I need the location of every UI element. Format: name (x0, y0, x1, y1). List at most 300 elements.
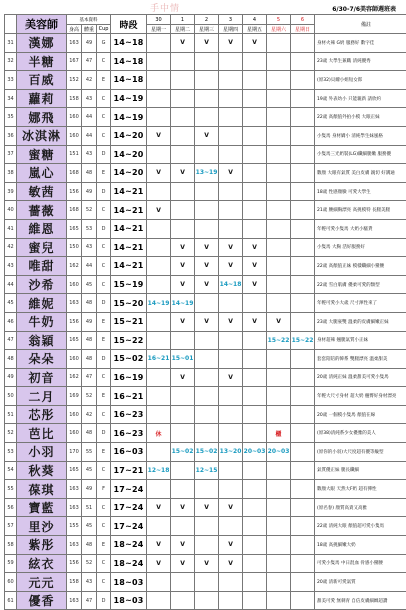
table-row (5, 350, 406, 369)
day-cell (147, 89, 171, 108)
row-number: 32 (5, 52, 17, 71)
day-cell (147, 312, 171, 331)
weight-cell: 49 (82, 182, 97, 201)
cup-cell: D (97, 591, 111, 610)
day-cell (243, 405, 267, 424)
note-cell: 19歲 外表幼小 只能親新 請欣約 (315, 89, 406, 108)
row-number: 53 (5, 443, 17, 462)
weekday-header: 星期四 (219, 25, 243, 34)
day-cell (195, 108, 219, 127)
day-cell (171, 573, 195, 592)
day-cell (267, 554, 291, 573)
day-cell: V (219, 34, 243, 53)
note-cell: 22歲 清純大眼 顏值超可愛小隻馬 (315, 517, 406, 536)
stylist-name: 牛奶 (17, 312, 67, 331)
period-cell: 15~21 (111, 312, 147, 331)
day-cell (267, 238, 291, 257)
date-header: 30 (147, 15, 171, 25)
day-cell (195, 219, 219, 238)
row-number: 61 (5, 591, 17, 610)
table-row (5, 257, 406, 276)
day-cell (147, 71, 171, 90)
cup-cell: C (97, 126, 111, 145)
height-cell: 162 (67, 257, 82, 276)
height-cell: 163 (67, 294, 82, 313)
period-cell: 14~19 (111, 89, 147, 108)
stylist-name: 秋葵 (17, 461, 67, 480)
table-row (5, 554, 406, 573)
day-cell: V (243, 312, 267, 331)
row-number: 60 (5, 573, 17, 592)
day-cell: V (243, 275, 267, 294)
day-cell (147, 480, 171, 499)
stylist-name: 葆琪 (17, 480, 67, 499)
day-cell (267, 145, 291, 164)
day-cell: 16~21 (147, 350, 171, 369)
stylist-name: 蘿莉 (17, 89, 67, 108)
height-cell: 156 (67, 554, 82, 573)
weekday-header: 星期六 (267, 25, 291, 34)
weight-cell: 52 (82, 387, 97, 406)
weight-cell: 48 (82, 536, 97, 555)
stylist-name: 蜜兒 (17, 238, 67, 257)
row-number: 57 (5, 517, 17, 536)
table-row (5, 461, 406, 480)
height-cell: 168 (67, 201, 82, 220)
table-row (5, 238, 406, 257)
day-cell (243, 89, 267, 108)
table-row (5, 591, 406, 610)
weekday-header: 星期二 (171, 25, 195, 34)
day-cell (219, 294, 243, 313)
day-cell (147, 238, 171, 257)
day-cell (195, 573, 219, 592)
day-cell (219, 405, 243, 424)
day-cell (171, 480, 195, 499)
day-cell (267, 52, 291, 71)
day-cell (243, 294, 267, 313)
day-cell (219, 517, 243, 536)
day-cell (195, 405, 219, 424)
day-cell: V (243, 238, 267, 257)
day-cell (243, 554, 267, 573)
day-cell: V (219, 368, 243, 387)
height-cell: 163 (67, 591, 82, 610)
cup-cell: C (97, 405, 111, 424)
day-cell (195, 591, 219, 610)
day-cell (291, 573, 315, 592)
day-cell (243, 368, 267, 387)
day-cell: 20~03 (243, 443, 267, 462)
day-cell (267, 164, 291, 183)
day-cell (195, 331, 219, 350)
table-row (5, 424, 406, 443)
stylist-name: 漢娜 (17, 34, 67, 53)
table-row (5, 536, 406, 555)
row-number: 46 (5, 312, 17, 331)
day-cell: V (171, 312, 195, 331)
day-cell (267, 498, 291, 517)
period-cell: 17~24 (111, 480, 147, 499)
day-cell (195, 368, 219, 387)
day-cell (291, 368, 315, 387)
day-cell: 12~15 (195, 461, 219, 480)
cup-cell: E (97, 536, 111, 555)
stylist-name: 芯彤 (17, 405, 67, 424)
stylist-name: 朵朵 (17, 350, 67, 369)
weight-cell: 48 (82, 164, 97, 183)
day-cell (171, 145, 195, 164)
table-row (5, 89, 406, 108)
row-number: 34 (5, 89, 17, 108)
height-cell: 155 (67, 517, 82, 536)
note-cell: 可愛小隻馬 中日混血 骨感小蠻腰 (315, 554, 406, 573)
cup-cell: E (97, 331, 111, 350)
weekday-header: 星期三 (195, 25, 219, 34)
day-cell (291, 89, 315, 108)
weight-cell: 43 (82, 89, 97, 108)
note-cell: (原你的小羽)大尺度超有優等級型 (315, 443, 406, 462)
row-number: 54 (5, 461, 17, 480)
day-cell (291, 71, 315, 90)
day-cell (219, 182, 243, 201)
note-cell: 年輕大尺寸身材 超大奶 翹臀好身材漂亮 (315, 387, 406, 406)
stylist-name: 唯甜 (17, 257, 67, 276)
cup-cell: E (97, 443, 111, 462)
note-cell: 22歲 雪白肌膚 優柔可愛的類型 (315, 275, 406, 294)
day-cell: V (147, 126, 171, 145)
period-cell: 14~18 (111, 52, 147, 71)
day-cell (267, 517, 291, 536)
period-cell: 14~21 (111, 182, 147, 201)
day-cell: V (171, 257, 195, 276)
weight-cell: 49 (82, 312, 97, 331)
schedule-table (4, 14, 406, 610)
stylist-name: 紫彤 (17, 536, 67, 555)
table-row (5, 201, 406, 220)
weight-cell: 42 (82, 71, 97, 90)
stylist-name: 娜飛 (17, 108, 67, 127)
stylist-name: 敏茜 (17, 182, 67, 201)
day-cell (195, 387, 219, 406)
height-cell: 160 (67, 424, 82, 443)
day-cell (219, 145, 243, 164)
day-cell (267, 275, 291, 294)
day-cell: 15~22 (291, 331, 315, 350)
height-cell: 165 (67, 461, 82, 480)
height-cell: 165 (67, 219, 82, 238)
row-number: 31 (5, 34, 17, 53)
day-cell: 14~18 (219, 275, 243, 294)
day-cell (267, 573, 291, 592)
weight-cell: 43 (82, 145, 97, 164)
day-cell (219, 126, 243, 145)
weight-cell: 44 (82, 257, 97, 276)
stylist-name: 翁穎 (17, 331, 67, 350)
cup-cell: G (97, 34, 111, 53)
stylist-name: 二月 (17, 387, 67, 406)
day-cell (219, 89, 243, 108)
note-cell: 年輕可愛小大歲 尺寸渾性來了 (315, 294, 406, 313)
cup-cell: C (97, 108, 111, 127)
height-cell: 163 (67, 480, 82, 499)
day-cell (243, 126, 267, 145)
row-number: 35 (5, 108, 17, 127)
schedule-title: 6/30-7/6美容師週班表 (332, 4, 396, 13)
stylist-name: 絃衣 (17, 554, 67, 573)
day-cell (267, 536, 291, 555)
day-cell (171, 219, 195, 238)
stylist-name: 薔薇 (17, 201, 67, 220)
cup-cell: D (97, 294, 111, 313)
stylist-name: 里沙 (17, 517, 67, 536)
note-cell: 20歲 清純正妹 溫柔甜美可愛小隻馬 (315, 368, 406, 387)
cup-cell: D (97, 219, 111, 238)
note-cell: 身材超辣 翹腿氣質小正妹 (315, 331, 406, 350)
period-cell: 14~19 (111, 108, 147, 127)
height-cell: 150 (67, 238, 82, 257)
note-cell: 18歲 高挑細嫩大奶 (315, 536, 406, 555)
title-bar (0, 0, 406, 14)
row-number: 36 (5, 126, 17, 145)
day-cell (243, 164, 267, 183)
day-cell: V (195, 238, 219, 257)
day-cell (267, 350, 291, 369)
weight-cell: 49 (82, 480, 97, 499)
cup-cell: C (97, 461, 111, 480)
day-cell (195, 71, 219, 90)
day-cell: V (195, 275, 219, 294)
day-cell: V (171, 164, 195, 183)
row-number: 55 (5, 480, 17, 499)
table-row (5, 126, 406, 145)
period-cell: 16~03 (111, 443, 147, 462)
day-cell (243, 517, 267, 536)
note-cell: (原38)清純系少女優雅的美人 (315, 424, 406, 443)
day-cell (219, 350, 243, 369)
note-cell: 身材火辣 G奶 服務好 數字佳 (315, 34, 406, 53)
weight-cell: 51 (82, 498, 97, 517)
stylist-name: 初音 (17, 368, 67, 387)
period-cell: 18~24 (111, 536, 147, 555)
day-cell: V (219, 554, 243, 573)
day-cell (291, 554, 315, 573)
cup-cell: E (97, 312, 111, 331)
table-row (5, 387, 406, 406)
period-cell: 14~21 (111, 201, 147, 220)
period-cell: 18~03 (111, 573, 147, 592)
row-number: 49 (5, 368, 17, 387)
cup-cell: E (97, 387, 111, 406)
table-row (5, 52, 406, 71)
day-cell (147, 331, 171, 350)
period-cell: 17~21 (111, 461, 147, 480)
day-cell (219, 591, 243, 610)
day-cell (147, 182, 171, 201)
day-cell (291, 126, 315, 145)
day-cell (291, 201, 315, 220)
stylist-name: 百威 (17, 71, 67, 90)
day-cell (291, 517, 315, 536)
period-cell: 14~18 (111, 34, 147, 53)
period-cell: 18~03 (111, 591, 147, 610)
row-number: 41 (5, 219, 17, 238)
table-row (5, 34, 406, 53)
day-cell (291, 182, 315, 201)
note-cell: 21歲 腰細胸漂亮 高挑模特 長腿美腿 (315, 201, 406, 220)
weight-cell: 47 (82, 591, 97, 610)
height-cell: 158 (67, 89, 82, 108)
day-cell: V (147, 554, 171, 573)
day-cell: V (219, 257, 243, 276)
note-cell: (原32)貝爾小姐短女郎 (315, 71, 406, 90)
day-cell (291, 461, 315, 480)
weight-cell: 47 (82, 52, 97, 71)
day-cell (291, 498, 315, 517)
weight-cell: 55 (82, 443, 97, 462)
weight-cell: 52 (82, 554, 97, 573)
note-cell: 年輕可愛小隻馬 大奶小騷貨 (315, 219, 406, 238)
schedule-body (5, 34, 406, 610)
note-cell: 22歲 高顏值正妹 模樣纖細小蠻腰 (315, 257, 406, 276)
day-cell (243, 52, 267, 71)
day-cell (291, 350, 315, 369)
period-cell: 14~20 (111, 145, 147, 164)
day-cell (291, 34, 315, 53)
day-cell (243, 350, 267, 369)
day-cell: 休 (147, 424, 171, 443)
weight-cell: 48 (82, 294, 97, 313)
row-number: 52 (5, 424, 17, 443)
stylist-name: 半糖 (17, 52, 67, 71)
stylist-name: 蜜糖 (17, 145, 67, 164)
day-cell: 13~20 (219, 443, 243, 462)
table-row (5, 405, 406, 424)
period-cell: 18~24 (111, 554, 147, 573)
day-cell: V (147, 201, 171, 220)
day-cell (195, 480, 219, 499)
day-cell: V (171, 536, 195, 555)
note-cell: 23歲 大腿豪雙 溫柔的皮膚細嫩正妹 (315, 312, 406, 331)
table-row (5, 443, 406, 462)
day-cell (195, 182, 219, 201)
weight-cell: 45 (82, 275, 97, 294)
day-cell (171, 71, 195, 90)
cup-cell: C (97, 573, 111, 592)
day-cell (291, 52, 315, 71)
cup-cell: E (97, 164, 111, 183)
day-cell: V (219, 498, 243, 517)
weight-cell: 43 (82, 573, 97, 592)
day-cell (147, 108, 171, 127)
height-cell: 160 (67, 405, 82, 424)
date-header: 3 (219, 15, 243, 25)
day-cell (243, 201, 267, 220)
row-number: 45 (5, 294, 17, 313)
num-header (5, 15, 17, 34)
stylist-name: 嵐心 (17, 164, 67, 183)
day-cell (219, 424, 243, 443)
weight-cell: 44 (82, 108, 97, 127)
day-cell: V (195, 312, 219, 331)
day-cell (171, 424, 195, 443)
row-number: 40 (5, 201, 17, 220)
day-cell (195, 517, 219, 536)
day-cell (147, 145, 171, 164)
row-number: 39 (5, 182, 17, 201)
weight-cell: 49 (82, 34, 97, 53)
day-cell (195, 89, 219, 108)
row-number: 56 (5, 498, 17, 517)
cup-cell: C (97, 368, 111, 387)
cup-cell: C (97, 257, 111, 276)
day-cell: V (219, 164, 243, 183)
day-cell (267, 461, 291, 480)
day-cell: V (219, 238, 243, 257)
cup-cell: C (97, 89, 111, 108)
table-row (5, 71, 406, 90)
table-row (5, 145, 406, 164)
table-row (5, 573, 406, 592)
day-cell (267, 34, 291, 53)
weight-cell: 43 (82, 238, 97, 257)
period-cell: 15~22 (111, 331, 147, 350)
day-cell: V (147, 164, 171, 183)
table-row (5, 312, 406, 331)
day-cell (243, 219, 267, 238)
table-row (5, 331, 406, 350)
day-cell (243, 573, 267, 592)
day-cell (267, 182, 291, 201)
day-cell (267, 71, 291, 90)
day-cell (219, 480, 243, 499)
day-cell (195, 201, 219, 220)
height-cell: 162 (67, 368, 82, 387)
watermark: 手中情 (150, 1, 180, 14)
day-cell: V (195, 126, 219, 145)
day-cell: V (147, 498, 171, 517)
weekday-header: 星期日 (291, 25, 315, 34)
note-cell: 18歲 性感顏臉 可愛大學生 (315, 182, 406, 201)
cup-cell: C (97, 201, 111, 220)
stylist-name: 維恩 (17, 219, 67, 238)
weight-cell: 48 (82, 331, 97, 350)
period-cell: 14~20 (111, 164, 147, 183)
day-cell (219, 108, 243, 127)
cup-cell: C (97, 52, 111, 71)
period-cell: 17~24 (111, 517, 147, 536)
row-number: 48 (5, 350, 17, 369)
day-cell (291, 238, 315, 257)
day-cell: V (171, 368, 195, 387)
period-cell: 17~24 (111, 498, 147, 517)
period-cell: 14~21 (111, 219, 147, 238)
table-row (5, 480, 406, 499)
day-cell (147, 257, 171, 276)
day-cell (195, 536, 219, 555)
day-cell: V (171, 238, 195, 257)
day-cell (243, 591, 267, 610)
row-number: 42 (5, 238, 17, 257)
period-cell: 15~02 (111, 350, 147, 369)
day-cell (171, 108, 195, 127)
day-cell (171, 517, 195, 536)
day-cell (219, 71, 243, 90)
day-cell (267, 126, 291, 145)
weight-header: 體重 (82, 25, 97, 34)
day-cell (291, 275, 315, 294)
day-cell: V (171, 275, 195, 294)
